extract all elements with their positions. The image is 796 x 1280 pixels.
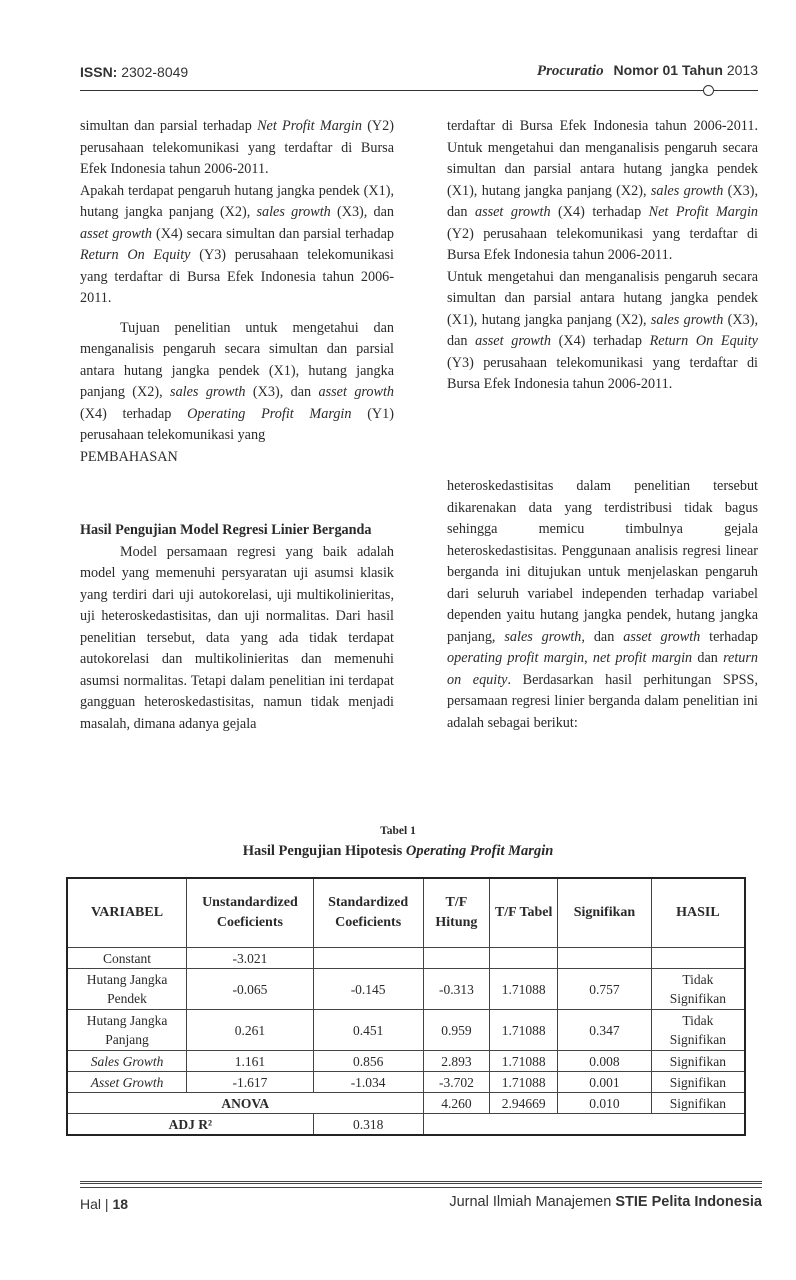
header-cell: Unstandardized Coeficients [187,878,314,948]
issn-label: ISSN: [80,64,118,80]
footer-journal: Jurnal Ilmiah Manajemen STIE Pelita Indonesia [449,1194,762,1210]
section-heading: Hasil Pengujian Model Regresi Linier Berganda [80,522,372,538]
tahun-value: 2013 [726,62,758,78]
page-number: Hal | 18 [80,1196,129,1212]
nomor-label: Nomor [613,62,659,78]
table-row: Hutang Jangka Pendek -0.065 -0.145 -0.313 1.71088 0.757 Tidak Signifikan [67,969,745,1010]
journal-logo: Procuratio [536,63,604,79]
table-title: Hasil Pengujian Hipotesis Operating Profit Margin [242,843,554,859]
table-row-adjr2: ADJ R² 0.318 [67,1114,745,1136]
journal-issue [537,62,758,80]
table-row: Hutang Jangka Panjang 0.261 0.451 0.959 1.71088 0.347 Tidak Signifikan [67,1010,745,1051]
left-column-top [80,116,394,468]
header-cell: T/F Tabel [490,878,558,948]
paragraph: Untuk mengetahui dan menganalisis pengaruh secara simultan dan parsial antara hutang jangka pendek (X1), hutang jangka panjang (X2), sales growth (X3), dan asset growth (X4) terhadap Return On Equity (Y3) perusahaan telekomunikasi yang terdaftar di Bursa Efek Indonesia tahun 2006-2011. [447,268,759,392]
paragraph: terdaftar di Bursa Efek Indonesia tahun 2006-2011. Untuk mengetahui dan menganalisis pengaruh secara simultan dan parsial antara hutang jangka pendek (X1), hutang jangka panjang (X2), sales growth (X3), dan asset growth (X4) terhadap Net Profit Margin (Y2) perusahaan telekomunikasi yang terdaftar di Bursa Efek Indonesia tahun 2006-2011. [447,118,759,263]
table-header-row [67,878,745,948]
hypothesis-table [66,877,746,1136]
header-rule-circle [703,85,714,96]
paragraph: Apakah terdapat pengaruh hutang jangka pendek (X1), hutang jangka panjang (X2), sales growth (X3), dan asset growth (X4) secara simultan dan parsial terhadap Return On Equity (Y3) perusahaan telekomunikasi yang terdaftar di Bursa Efek Indonesia tahun 2006-2011. [80,182,394,306]
right-column-top [447,116,758,396]
header-cell: HASIL [651,878,745,948]
table-row-anova: ANOVA 4.260 2.94669 0.010 Signifikan [67,1093,745,1114]
right-column-bottom [447,476,758,734]
paragraph: simultan dan parsial terhadap Net Profit Margin (Y2) perusahaan telekomunikasi yang terdaftar di Bursa Efek Indonesia tahun 2006-2011. [80,118,394,177]
nomor-value: 01 [662,62,679,78]
issn [80,64,188,80]
issn-value: 2302-8049 [121,64,189,80]
header-cell: Signifikan [558,878,652,948]
table-row: Asset Growth -1.617 -1.034 -3.702 1.71088 0.001 Signifikan [67,1072,745,1093]
table-number: Tabel 1 [380,825,416,837]
header-cell: Standardized Coeficients [313,878,423,948]
tahun-label: Tahun [681,62,723,78]
left-column-bottom [80,498,394,735]
section-label: PEMBAHASAN [80,448,178,465]
page-header [80,60,758,94]
paragraph: heteroskedastisitas dalam penelitian tersebut dikarenakan data yang terdistribusi tidak bagus sehingga memicu timbulnya gejala heteroskedastisitas. Penggunaan analisis regresi linear berganda ini ditujukan untuk menjelaskan pengaruh dari seluruh variabel independen terhadap variabel dependen yaitu hutang jangka pendek, hutang jangka panjang, sales growth, dan asset growth terhadap operating profit margin, net profit margin dan return on equity. Berdasarkan hasil perhitungan SPSS, persamaan regresi linier berganda dalam penelitian ini adalah sebagai berikut: [447,478,759,731]
paragraph: Model persamaan regresi yang baik adalah model yang memenuhi persyaratan uji asumsi klasik yang terdiri dari uji autokorelasi, uji multikolinieritas, uji heteroskedastisitas, dan uji normalitas. Dari hasil penelitian tersebut, data yang ada tidak terdapat autokorelasi dan multikolinieritas dan memenuhi asumsi normalitas. Tetapi dalam penelitian ini terdapat gangguan heteroskedastisitas, namun tidak menjadi masalah, dimana adanya gejala [80,543,394,732]
footer-rule [80,1181,762,1188]
table-row: Constant -3.021 [67,948,745,969]
header-rule [80,90,758,91]
header-cell: T/F Hitung [423,878,490,948]
header-cell: VARIABEL [67,878,187,948]
paragraph: Tujuan penelitian untuk mengetahui dan menganalisis pengaruh secara simultan dan parsial antara hutang jangka pendek (X1), hutang jangka panjang (X2), sales growth (X3), dan asset growth (X4) terhadap Operating Profit Margin (Y1) perusahaan telekomunikasi yang [80,319,395,443]
table-row: Sales Growth 1.161 0.856 2.893 1.71088 0.008 Signifikan [67,1051,745,1072]
